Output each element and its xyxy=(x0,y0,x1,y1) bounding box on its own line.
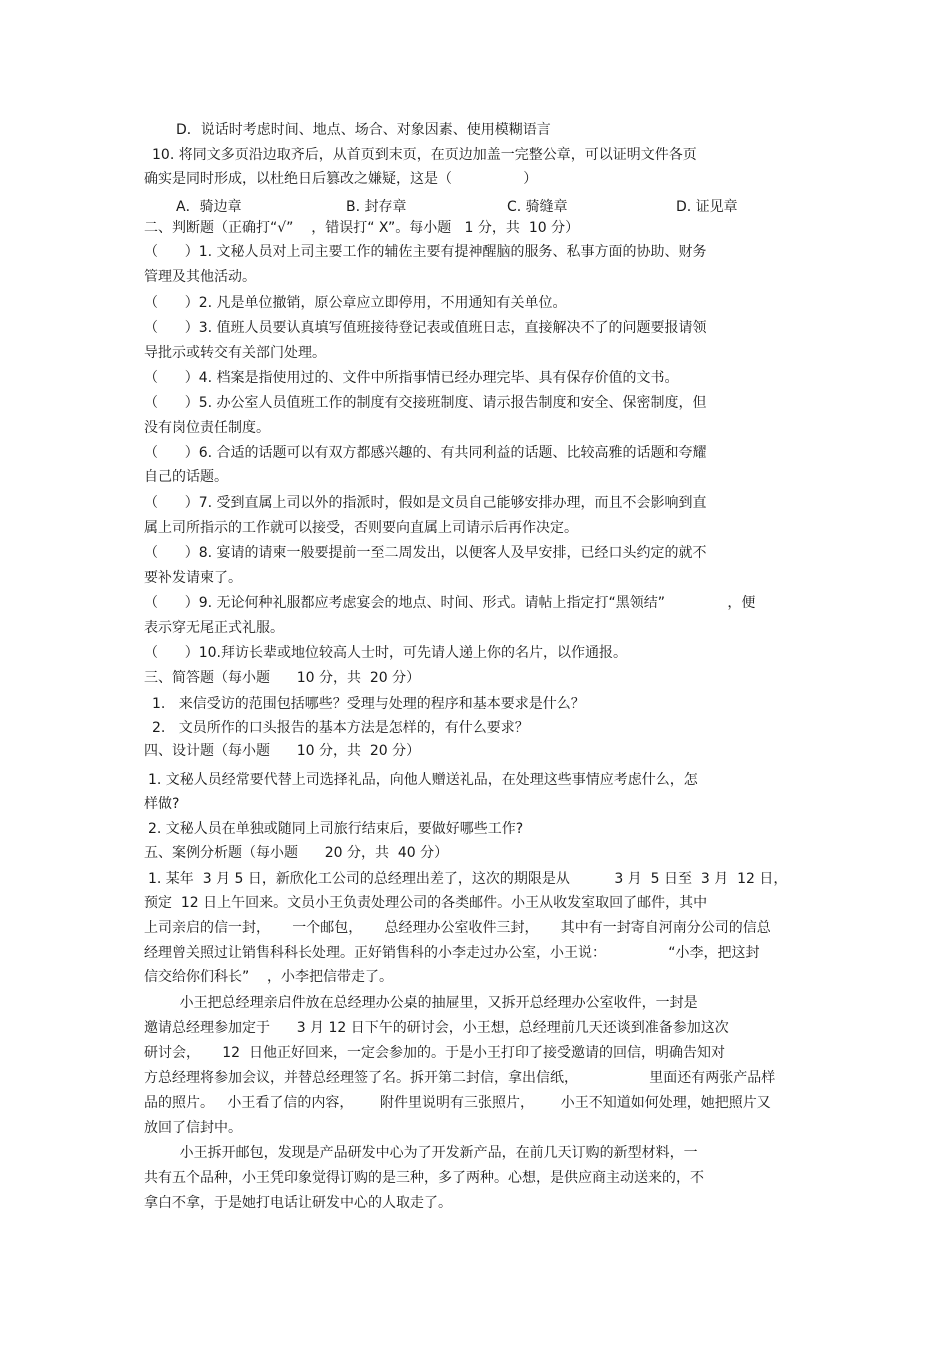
case-line: 共有五个品种，小王凭印象觉得订购的是三种，多了两种。心想，是供应商主动送来的，不 xyxy=(144,1170,704,1186)
case-line: 信交给你们科长” ，小李把信带走了。 xyxy=(144,969,394,985)
short-answer-line: 1. 来信受访的范围包括哪些？受理与处理的程序和基本要求是什么？ xyxy=(152,696,585,712)
case-line: 放回了信封中。 xyxy=(144,1120,242,1136)
case-line: 方总经理将参加会议，并替总经理签了名。拆开第二封信，拿出信纸， 里面还有两张产品样 xyxy=(144,1070,776,1086)
short-answer-line: 2. 文员所作的口头报告的基本方法是怎样的，有什么要求？ xyxy=(152,720,529,736)
section3-heading: 三、简答题（每小题 10 分，共 20 分） xyxy=(144,670,421,686)
judge-line: （ ）3. 值班人员要认真填写值班接待登记表或值班日志，直接解决不了的问题要报请领 xyxy=(144,320,707,336)
q10-line-2: 确实是同时形成，以杜绝日后篡改之嫌疑，这是（ ） xyxy=(144,171,538,187)
section5-heading: 五、案例分析题（每小题 20 分，共 40 分） xyxy=(144,845,449,861)
q10-line-1: 10. 将同文多页沿边取齐后，从首页到末页，在页边加盖一完整公章，可以证明文件各页 xyxy=(152,147,697,163)
judge-line: 导批示或转交有关部门处理。 xyxy=(144,345,326,361)
judge-line: 管理及其他活动。 xyxy=(144,269,256,285)
judge-line: （ ）4. 档案是指使用过的、文件中所指事情已经办理完毕、具有保存价值的文书。 xyxy=(144,370,679,386)
design-line: 1. 文秘人员经常要代替上司选择礼品，向他人赠送礼品，在处理这些事情应考虑什么，怎 xyxy=(148,772,698,788)
case-line: 品的照片。 小王看了信的内容， 附件里说明有三张照片， 小王不知道如何处理，她把照片又 xyxy=(144,1095,771,1111)
judge-line: （ ）7. 受到直属上司以外的指派时，假如是文员自己能够安排办理，而且不会影响到直 xyxy=(144,495,707,511)
q10-option-a: A．骑边章 xyxy=(176,199,242,215)
judge-line: （ ）2. 凡是单位撤销，原公章应立即停用，不用通知有关单位。 xyxy=(144,295,567,311)
judge-line: 属上司所指示的工作就可以接受，否则要向直属上司请示后再作决定。 xyxy=(144,520,578,536)
q10-option-c: C. 骑缝章 xyxy=(507,199,568,215)
case-line: 1. 某年 3 月 5 日，新欣化工公司的总经理出差了，这次的期限是从 3 月 5 日至 3 月 12 日， xyxy=(148,871,788,887)
q10-option-b: B. 封存章 xyxy=(346,199,407,215)
judge-line: （ ）9. 无论何种礼服都应考虑宴会的地点、时间、形式。请帖上指定打“黑领结” ，便 xyxy=(144,595,756,611)
case-line: 邀请总经理参加定于 3 月 12 日下午的研讨会，小王想，总经理前几天还谈到准备参加这次 xyxy=(144,1020,729,1036)
section2-heading: 二、判断题（正确打“√” ，错误打“ X”。每小题 1 分，共 10 分） xyxy=(144,220,580,236)
section4-heading: 四、设计题（每小题 10 分，共 20 分） xyxy=(144,743,421,759)
case-line: 经理曾关照过让销售科科长处理。正好销售科的小李走过办公室，小王说： “小李，把这封 xyxy=(144,945,760,961)
case-line: 上司亲启的信一封， 一个邮包， 总经理办公室收件三封， 其中有一封寄自河南分公司的信总 xyxy=(144,920,771,936)
judge-line: （ ）6. 合适的话题可以有双方都感兴趣的、有共同利益的话题、比较高雅的话题和夸耀 xyxy=(144,445,707,461)
judge-line: 要补发请柬了。 xyxy=(144,570,242,586)
judge-line: （ ）8. 宴请的请柬一般要提前一至二周发出，以便客人及早安排，已经口头约定的就不 xyxy=(144,545,707,561)
case-line: 小王拆开邮包，发现是产品研发中心为了开发新产品，在前几天订购的新型材料，一 xyxy=(144,1145,698,1161)
judge-line: 自己的话题。 xyxy=(144,469,228,485)
case-line: 研讨会， 12 日他正好回来，一定会参加的。于是小王打印了接受邀请的回信，明确告知对 xyxy=(144,1045,725,1061)
case-line: 拿白不拿，于是她打电话让研发中心的人取走了。 xyxy=(144,1195,452,1211)
judge-line: （ ）1. 文秘人员对上司主要工作的辅佐主要有提神醒脑的服务、私事方面的协助、财务 xyxy=(144,244,707,260)
judge-line: 没有岗位责任制度。 xyxy=(144,420,270,436)
design-line: 样做? xyxy=(144,796,180,812)
judge-line: （ ）5. 办公室人员值班工作的制度有交接班制度、请示报告制度和安全、保密制度，但 xyxy=(144,395,707,411)
judge-line: （ ）10.拜访长辈或地位较高人士时，可先请人递上你的名片，以作通报。 xyxy=(144,645,627,661)
case-line: 预定 12 日上午回来。文员小王负责处理公司的各类邮件。小王从收发室取回了邮件，其中 xyxy=(144,895,708,911)
q9-option-d: D．说话时考虑时间、地点、场合、对象因素、使用模糊语言 xyxy=(176,122,551,138)
design-line: 2. 文秘人员在单独或随同上司旅行结束后，要做好哪些工作? xyxy=(148,821,524,837)
judge-line: 表示穿无尾正式礼服。 xyxy=(144,620,284,636)
q10-option-d: D. 证见章 xyxy=(676,199,738,215)
case-line: 小王把总经理亲启件放在总经理办公桌的抽屉里，又拆开总经理办公室收件，一封是 xyxy=(144,995,698,1011)
